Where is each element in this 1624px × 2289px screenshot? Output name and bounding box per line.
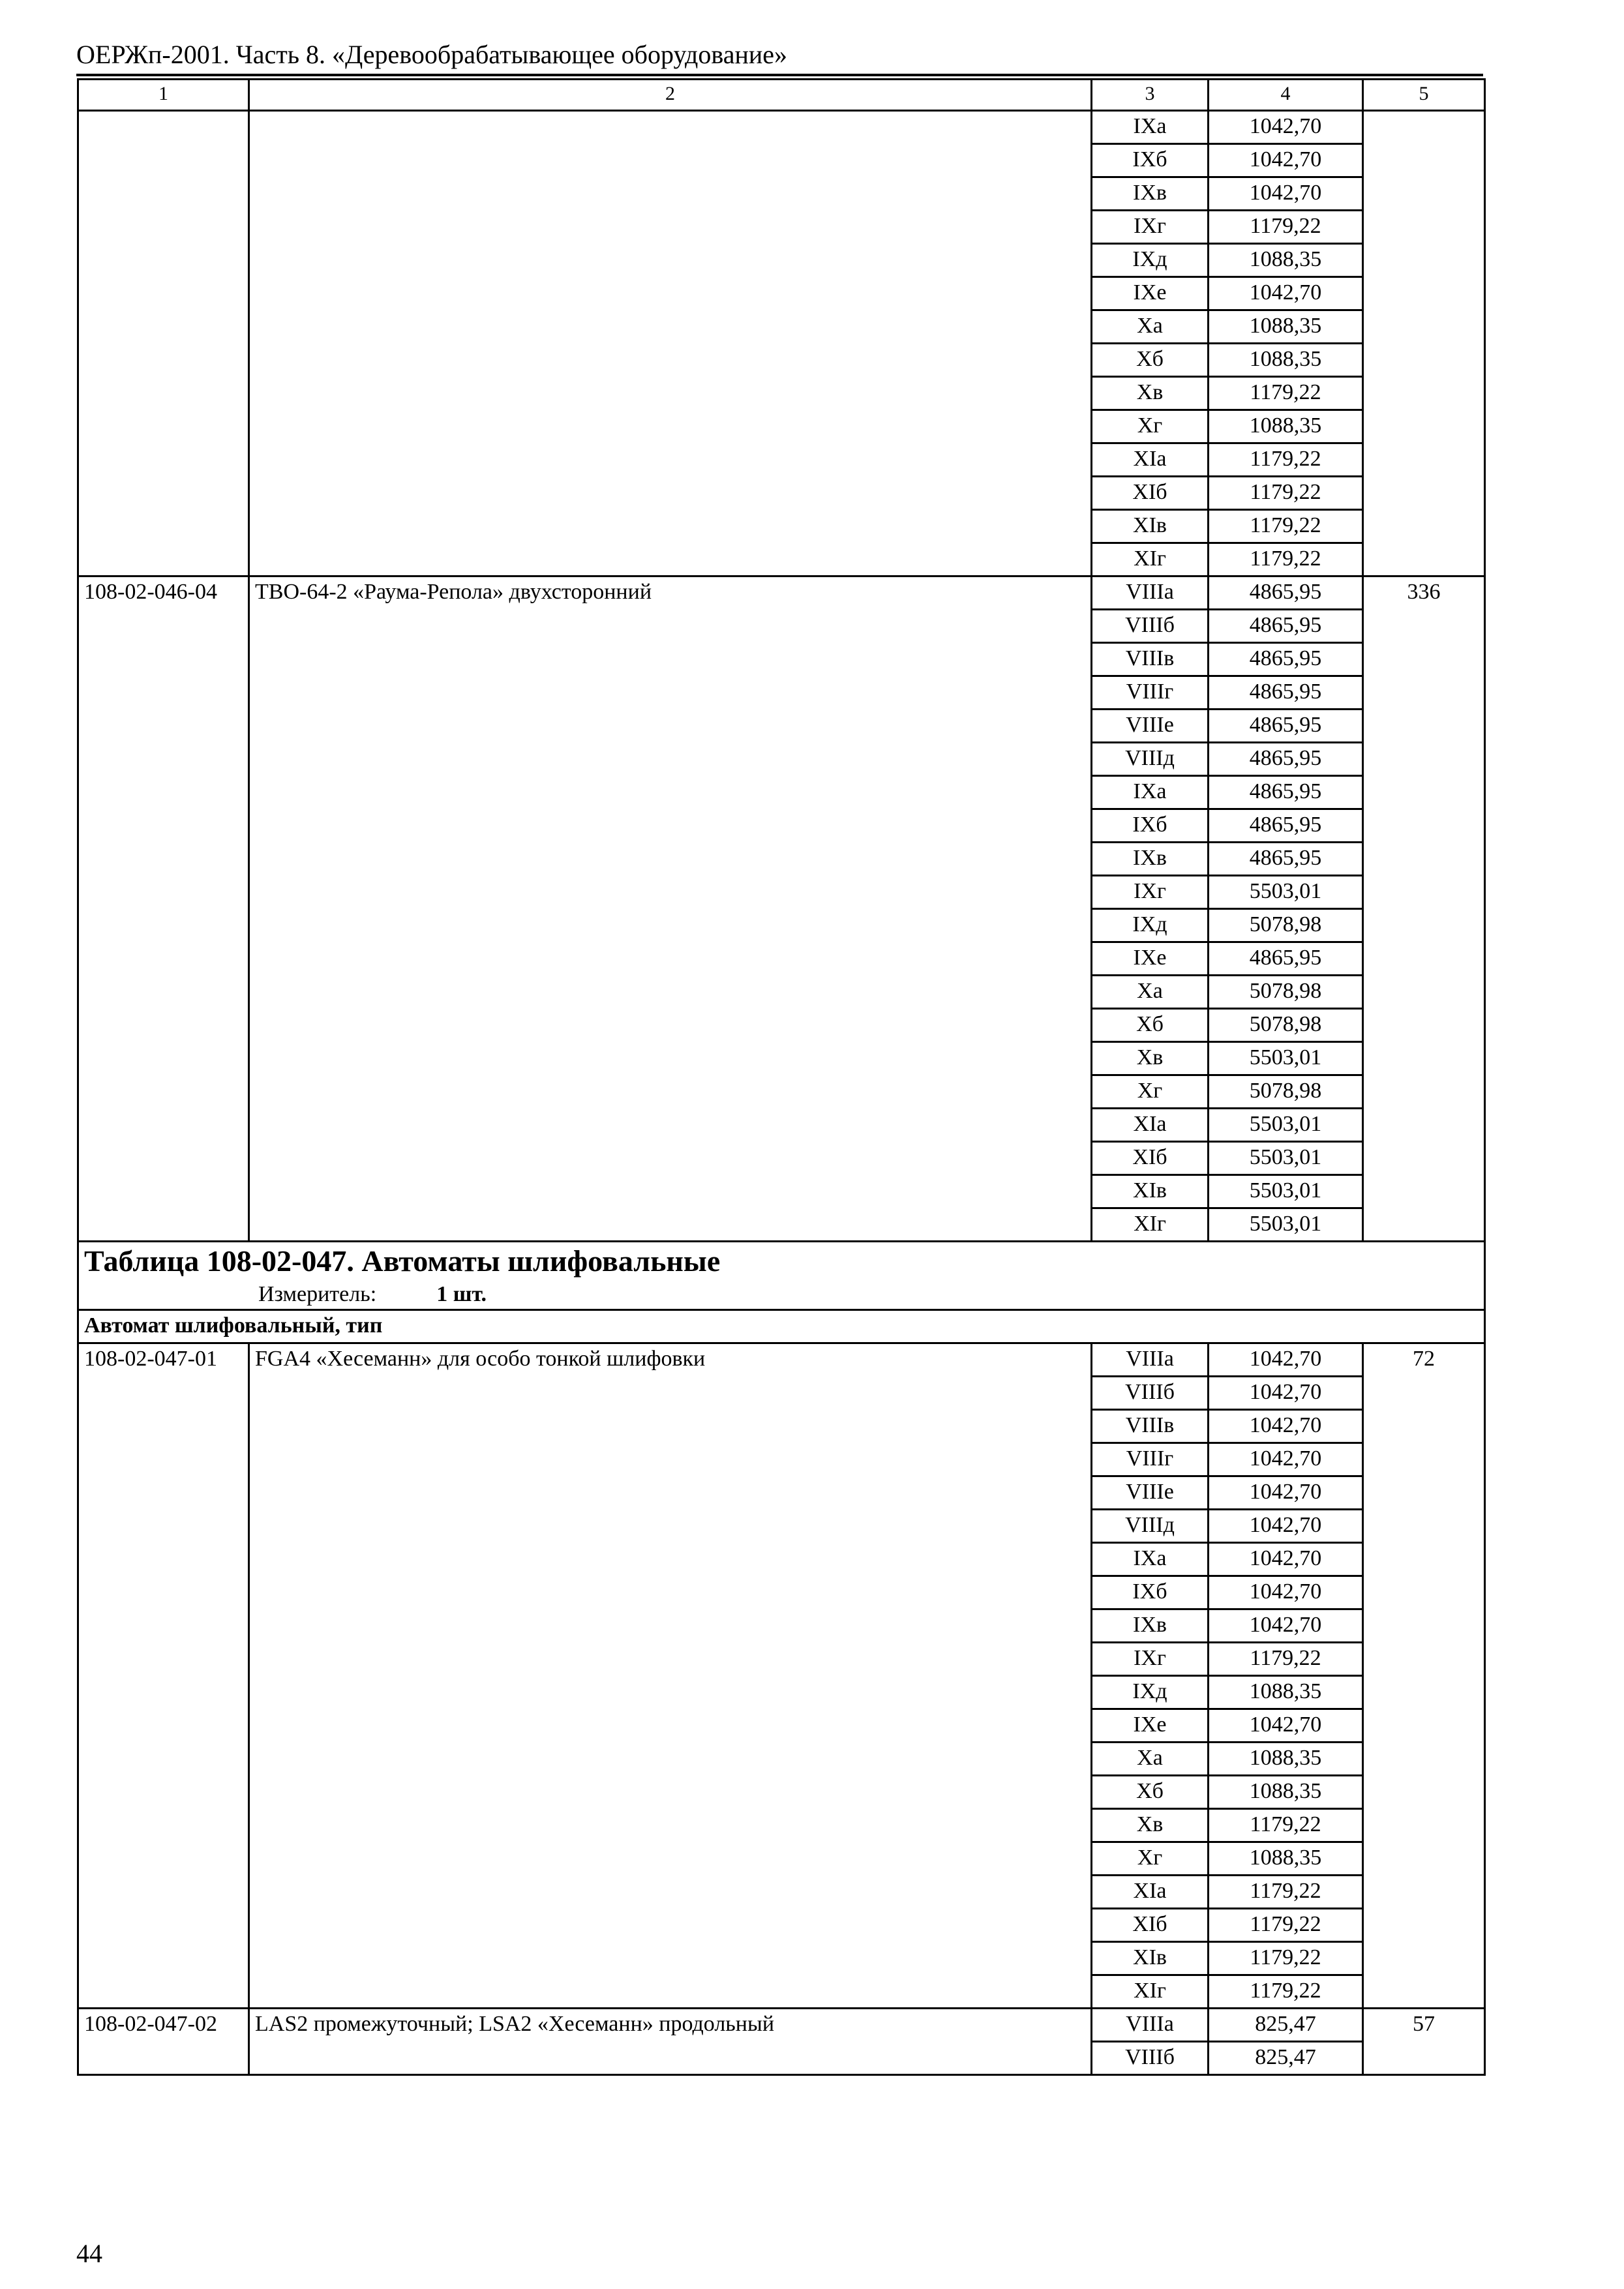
column-number: 3 [1092,80,1209,111]
item-name: FGA4 «Хесеманн» для особо тонкой шлифовки [249,1343,1092,2009]
col5-value: 336 [1363,576,1485,1242]
price-cell: 825,47 [1209,2009,1363,2042]
zone-cell: VIIIе [1092,1476,1209,1510]
column-number: 1 [78,80,249,111]
zone-cell: IXв [1092,177,1209,211]
col5-value: 57 [1363,2009,1485,2075]
price-cell: 1042,70 [1209,111,1363,144]
zone-cell: IXб [1092,809,1209,843]
item-name: LAS2 промежуточный; LSA2 «Хесеманн» продольный [249,2009,1092,2075]
page-number: 44 [76,2239,102,2268]
price-cell: 4865,95 [1209,809,1363,843]
price-cell: 1042,70 [1209,1709,1363,1743]
zone-cell: Xв [1092,1809,1209,1842]
zone-cell: VIIIб [1092,2042,1209,2075]
price-cell: 1088,35 [1209,344,1363,377]
price-cell: 5078,98 [1209,1009,1363,1042]
zone-cell: Xб [1092,344,1209,377]
zone-cell: IXб [1092,144,1209,177]
zone-cell: XIа [1092,443,1209,477]
column-number: 5 [1363,80,1485,111]
zone-cell: IXг [1092,211,1209,244]
zone-cell: Xв [1092,377,1209,410]
zone-cell: Xб [1092,1009,1209,1042]
item-name [249,111,1092,576]
table-row [78,2009,1485,2042]
zone-cell: XIв [1092,1942,1209,1975]
price-cell: 5503,01 [1209,1142,1363,1175]
page-header: ОЕРЖп-2001. Часть 8. «Деревообрабатывающее оборудование» [76,40,788,69]
price-cell: 1179,22 [1209,543,1363,576]
section-title-cell [78,1242,1485,1310]
zone-cell: XIб [1092,1909,1209,1942]
zone-cell: IXв [1092,843,1209,876]
zone-cell: VIIIд [1092,743,1209,776]
zone-cell: XIг [1092,1975,1209,2009]
zone-cell: IXд [1092,244,1209,277]
price-cell: 1088,35 [1209,310,1363,344]
price-cell: 5503,01 [1209,1042,1363,1075]
zone-cell: VIIIб [1092,1377,1209,1410]
price-cell: 1042,70 [1209,1576,1363,1609]
price-cell: 1042,70 [1209,1476,1363,1510]
zone-cell: IXе [1092,1709,1209,1743]
price-cell: 1088,35 [1209,244,1363,277]
zone-cell: VIIIв [1092,1410,1209,1443]
zone-cell: XIг [1092,1208,1209,1242]
section-title: Таблица 108-02-047. Автоматы шлифовальные [84,1244,721,1278]
price-cell: 1179,22 [1209,1975,1363,2009]
zone-cell: VIIIд [1092,1510,1209,1543]
measure-value: 1 шт. [436,1282,487,1306]
price-cell: 5078,98 [1209,909,1363,942]
zone-cell: Xв [1092,1042,1209,1075]
zone-cell: XIа [1092,1109,1209,1142]
price-table [77,78,1486,2076]
zone-cell: VIIIа [1092,576,1209,610]
zone-cell: IXе [1092,277,1209,310]
price-cell: 1179,22 [1209,211,1363,244]
item-code: 108-02-047-01 [78,1343,249,2009]
zone-cell: IXв [1092,1609,1209,1643]
zone-cell: IXг [1092,876,1209,909]
zone-cell: XIб [1092,1142,1209,1175]
price-cell: 1042,70 [1209,1443,1363,1476]
item-code: 108-02-046-04 [78,576,249,1242]
price-cell: 4865,95 [1209,743,1363,776]
price-cell: 1042,70 [1209,1410,1363,1443]
price-cell: 1179,22 [1209,1643,1363,1676]
zone-cell: VIIIг [1092,676,1209,710]
price-cell: 1179,22 [1209,510,1363,543]
item-name: ТВО-64-2 «Раума-Репола» двухсторонний [249,576,1092,1242]
zone-cell: VIIIе [1092,710,1209,743]
header-rule [76,74,1483,76]
price-cell: 1179,22 [1209,377,1363,410]
zone-cell: VIIIг [1092,1443,1209,1476]
price-cell: 1179,22 [1209,1909,1363,1942]
price-cell: 1088,35 [1209,410,1363,443]
price-cell: 5503,01 [1209,876,1363,909]
price-cell: 1042,70 [1209,1510,1363,1543]
zone-cell: XIг [1092,543,1209,576]
zone-cell: XIв [1092,510,1209,543]
price-cell: 4865,95 [1209,643,1363,676]
price-cell: 4865,95 [1209,843,1363,876]
price-cell: 4865,95 [1209,776,1363,809]
price-cell: 1088,35 [1209,1676,1363,1709]
price-cell: 1042,70 [1209,1609,1363,1643]
price-cell: 4865,95 [1209,676,1363,710]
price-cell: 1088,35 [1209,1776,1363,1809]
column-number: 2 [249,80,1092,111]
zone-cell: Xб [1092,1776,1209,1809]
price-cell: 1088,35 [1209,1743,1363,1776]
item-code: 108-02-047-02 [78,2009,249,2075]
zone-cell: XIа [1092,1876,1209,1909]
zone-cell: IXа [1092,776,1209,809]
table-row [78,576,1485,610]
price-cell: 825,47 [1209,2042,1363,2075]
price-table-body [78,80,1485,2075]
price-cell: 5503,01 [1209,1175,1363,1208]
price-cell: 1042,70 [1209,177,1363,211]
zone-cell: XIб [1092,477,1209,510]
subheading-row [78,1310,1485,1343]
zone-cell: Xа [1092,976,1209,1009]
price-cell: 5078,98 [1209,1075,1363,1109]
item-code [78,111,249,576]
zone-cell: Xа [1092,310,1209,344]
price-cell: 4865,95 [1209,942,1363,976]
measure-label: Измеритель: [258,1282,377,1306]
table-row [78,1343,1485,1377]
price-cell: 4865,95 [1209,610,1363,643]
price-cell: 1088,35 [1209,1842,1363,1876]
zone-cell: VIIIб [1092,610,1209,643]
price-cell: 5503,01 [1209,1208,1363,1242]
zone-cell: IXа [1092,111,1209,144]
zone-cell: VIIIа [1092,2009,1209,2042]
zone-cell: IXе [1092,942,1209,976]
measure-line [84,1280,1479,1309]
table-row [78,111,1485,144]
zone-cell: Xг [1092,1075,1209,1109]
price-cell: 1179,22 [1209,477,1363,510]
col5-value [1363,111,1485,576]
column-number: 4 [1209,80,1363,111]
zone-cell: VIIIа [1092,1343,1209,1377]
price-cell: 1179,22 [1209,443,1363,477]
price-cell: 1042,70 [1209,277,1363,310]
price-cell: 1042,70 [1209,144,1363,177]
column-number-row [78,80,1485,111]
price-cell: 1179,22 [1209,1942,1363,1975]
zone-cell: Xа [1092,1743,1209,1776]
zone-cell: IXд [1092,1676,1209,1709]
price-cell: 5078,98 [1209,976,1363,1009]
zone-cell: IXб [1092,1576,1209,1609]
price-cell: 1179,22 [1209,1809,1363,1842]
zone-cell: IXд [1092,909,1209,942]
price-cell: 5503,01 [1209,1109,1363,1142]
price-cell: 1042,70 [1209,1543,1363,1576]
col5-value: 72 [1363,1343,1485,2009]
price-cell: 1179,22 [1209,1876,1363,1909]
section-title-row [78,1242,1485,1310]
zone-cell: VIIIв [1092,643,1209,676]
zone-cell: Xг [1092,1842,1209,1876]
zone-cell: IXг [1092,1643,1209,1676]
price-cell: 1042,70 [1209,1343,1363,1377]
price-cell: 4865,95 [1209,576,1363,610]
price-cell: 4865,95 [1209,710,1363,743]
zone-cell: XIв [1092,1175,1209,1208]
price-cell: 1042,70 [1209,1377,1363,1410]
zone-cell: Xг [1092,410,1209,443]
zone-cell: IXа [1092,1543,1209,1576]
subheading: Автомат шлифовальный, тип [78,1310,1485,1343]
